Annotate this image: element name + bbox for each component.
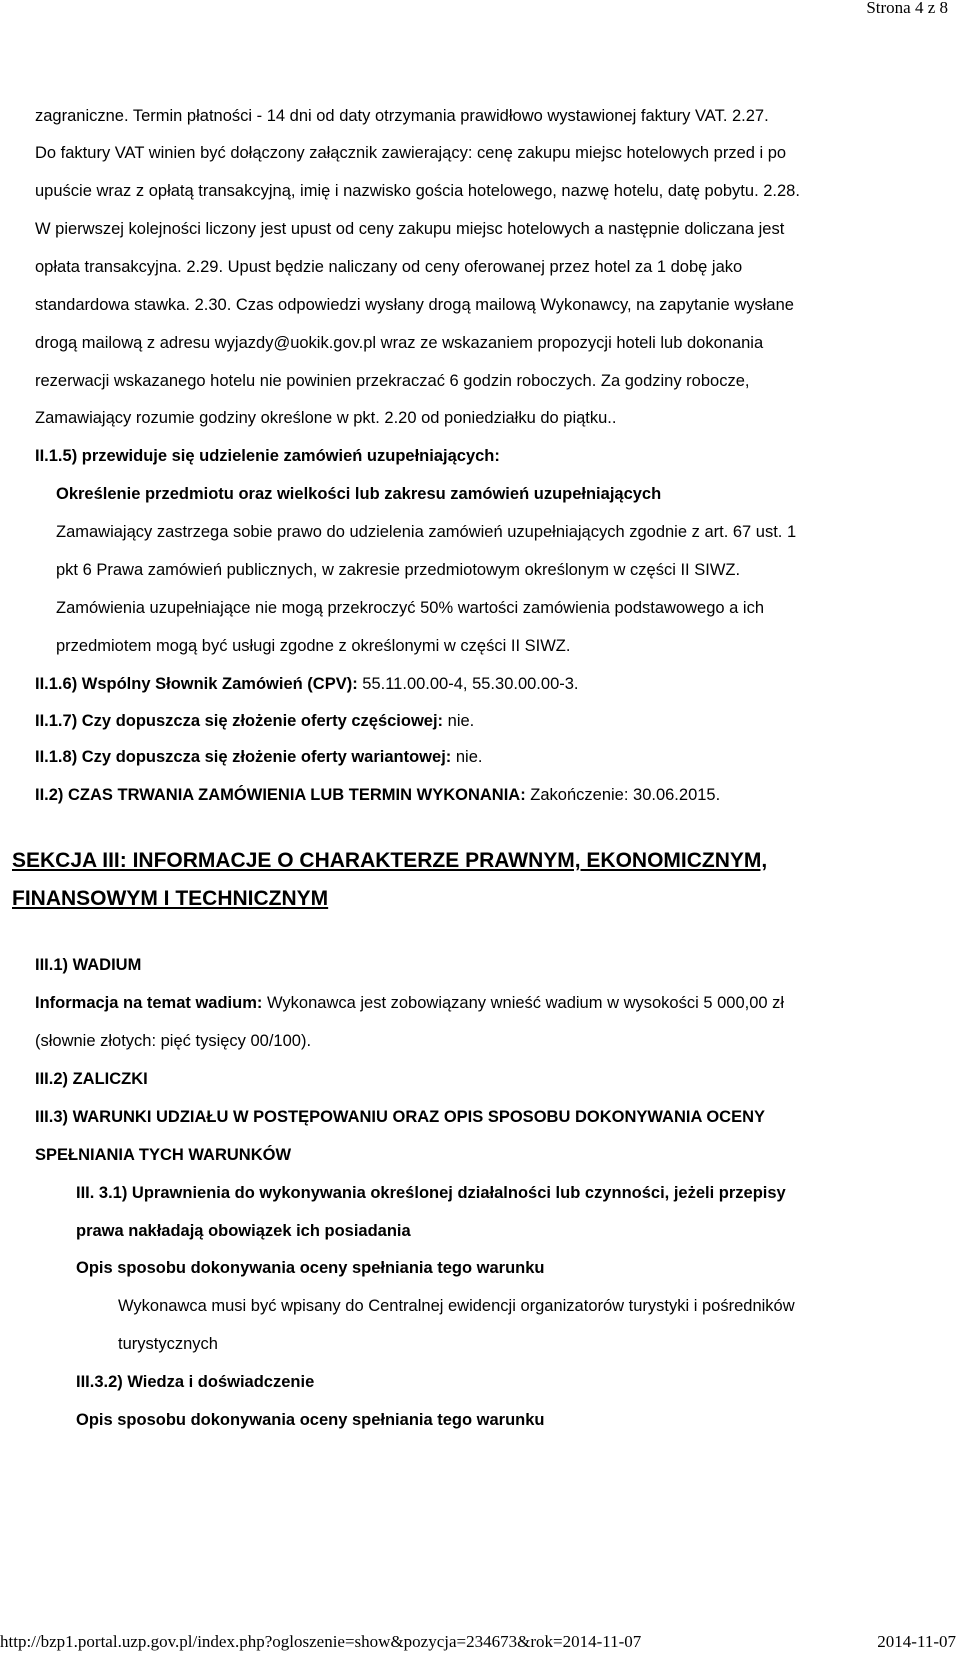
partial-offer-label: II.1.7) Czy dopuszcza się złożenie oferty częściowej: — [35, 712, 444, 730]
text-line: Zamówienia uzupełniające nie mogą przekroczyć 50% wartości zamówienia podstawowego a ich — [56, 599, 765, 617]
cpv-value: 55.11.00.00-4, 55.30.00.00-3. — [362, 675, 579, 693]
text-line: Do faktury VAT winien być dołączony załącznik zawierający: cenę zakupu miejsc hotelowych przed i po — [35, 144, 787, 162]
partial-offer-line — [35, 711, 474, 731]
variant-offer-value: nie. — [455, 748, 483, 766]
variant-offer-line — [35, 747, 482, 767]
text-line: Zamawiający zastrzega sobie prawo do udzielenia zamówień uzupełniających zgodnie z art. 67 ust. 1 — [56, 523, 797, 541]
wadium-line — [35, 993, 784, 1013]
duration-line — [35, 785, 720, 805]
text-line: pkt 6 Prawa zamówień publicznych, w zakresie przedmiotowym określonym w części II SIWZ. — [56, 561, 741, 579]
text-line: rezerwacji wskazanego hotelu nie powinien przekraczać 6 godzin roboczych. Za godziny robocze, — [35, 372, 750, 390]
text-line: W pierwszej kolejności liczony jest upust od ceny zakupu miejsc hotelowych a następnie doliczana jest — [35, 220, 785, 238]
wadium-value: Wykonawca jest zobowiązany wnieść wadium w wysokości 5 000,00 zł — [266, 994, 785, 1012]
duration-label: II.2) CZAS TRWANIA ZAMÓWIENIA LUB TERMIN WYKONANIA: — [35, 786, 526, 804]
text-line: standardowa stawka. 2.30. Czas odpowiedzi wysłany drogą mailową Wykonawcy, na zapytanie wysłane — [35, 296, 794, 314]
wadium-words: (słownie złotych: pięć tysięcy 00/100). — [35, 1032, 312, 1050]
partial-offer-value: nie. — [447, 712, 475, 730]
text-line: zagraniczne. Termin płatności - 14 dni od daty otrzymania prawidłowo wystawionej faktury VAT. 2.27. — [35, 107, 769, 125]
text-line: przedmiotem mogą być usługi zgodne z określonymi w części II SIWZ. — [56, 637, 571, 655]
opis-heading: Opis sposobu dokonywania oceny spełniania tego warunku — [76, 1259, 545, 1277]
duration-value: Zakończenie: 30.06.2015. — [530, 786, 721, 804]
page-number-label: Strona 4 z 8 — [866, 0, 948, 17]
variant-offer-label: II.1.8) Czy dopuszcza się złożenie oferty wariantowej: — [35, 748, 452, 766]
section-heading: II.1.5) przewiduje się udzielenie zamówień uzupełniających: — [35, 447, 500, 465]
section-iii-title-line2: FINANSOWYM I TECHNICZNYM — [12, 887, 329, 910]
subsection-heading: Określenie przedmiotu oraz wielkości lub zakresu zamówień uzupełniających — [56, 485, 662, 503]
text-line: opłata transakcyjna. 2.29. Upust będzie naliczany od ceny oferowanej przez hotel za 1 dobę jako — [35, 258, 743, 276]
uprawnienia-heading-line1: III. 3.1) Uprawnienia do wykonywania określonej działalności lub czynności, jeżeli przepisy — [76, 1184, 786, 1202]
wadium-label: Informacja na temat wadium: — [35, 994, 263, 1012]
footer-url: http://bzp1.portal.uzp.gov.pl/index.php?ogloszenie=show&pozycja=234673&rok=2014-11-07 — [0, 1632, 642, 1651]
text-line: turystycznych — [118, 1335, 218, 1353]
text-line: upuście wraz z opłatą transakcyjną, imię i nazwisko gościa hotelowego, nazwę hotelu, datę pobytu. 2.28. — [35, 182, 800, 200]
cpv-line — [35, 674, 579, 694]
zaliczki-heading: III.2) ZALICZKI — [35, 1070, 148, 1088]
wiedza-heading: III.3.2) Wiedza i doświadczenie — [76, 1373, 315, 1391]
warunki-heading-line2: SPEŁNIANIA TYCH WARUNKÓW — [35, 1146, 292, 1164]
footer-date: 2014-11-07 — [877, 1632, 956, 1651]
uprawnienia-heading-line2: prawa nakładają obowiązek ich posiadania — [76, 1222, 411, 1240]
text-line: drogą mailową z adresu wyjazdy@uokik.gov.pl wraz ze wskazaniem propozycji hoteli lub dokonania — [35, 334, 764, 352]
text-line: Wykonawca musi być wpisany do Centralnej ewidencji organizatorów turystyki i pośredników — [118, 1297, 795, 1315]
opis-heading: Opis sposobu dokonywania oceny spełniania tego warunku — [76, 1411, 545, 1429]
section-iii-title-line1: SEKCJA III: INFORMACJE O CHARAKTERZE PRAWNYM, EKONOMICZNYM, — [12, 849, 768, 872]
wadium-heading: III.1) WADIUM — [35, 956, 142, 974]
cpv-label: II.1.6) Wspólny Słownik Zamówień (CPV): — [35, 675, 358, 693]
text-line: Zamawiający rozumie godziny określone w pkt. 2.20 od poniedziałku do piątku.. — [35, 409, 617, 427]
warunki-heading-line1: III.3) WARUNKI UDZIAŁU W POSTĘPOWANIU ORAZ OPIS SPOSOBU DOKONYWANIA OCENY — [35, 1108, 766, 1126]
